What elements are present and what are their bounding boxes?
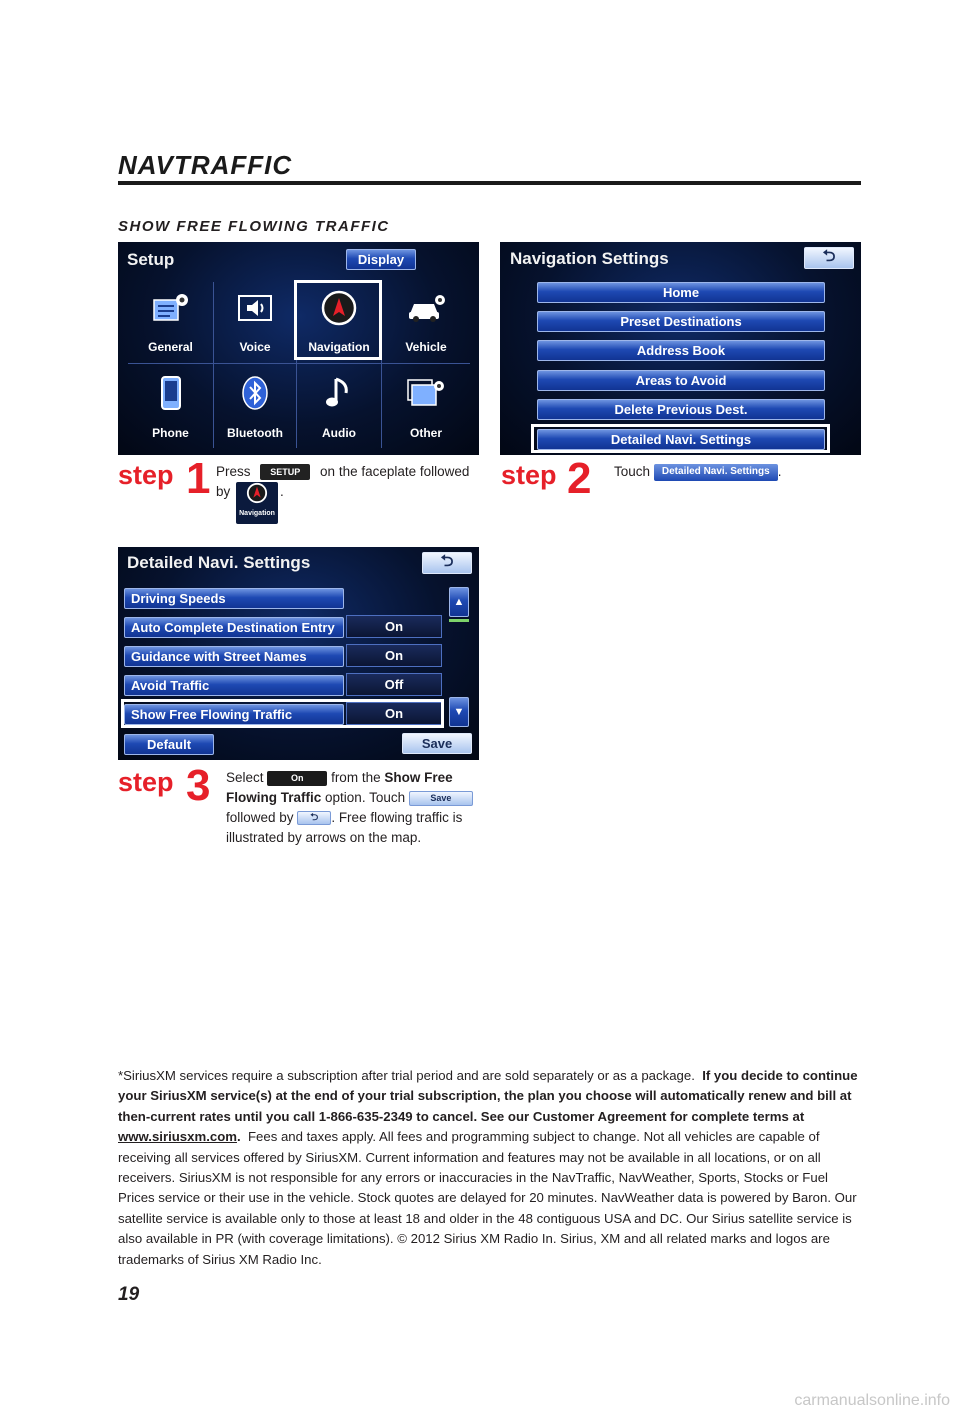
step-3-word: step (118, 767, 174, 797)
back-arrow-icon: ⮌ (822, 247, 836, 265)
guidance-street-names-row-label[interactable]: Guidance with Street Names (124, 646, 344, 667)
delete-previous-dest-button[interactable]: Delete Previous Dest. (537, 399, 825, 420)
setup-key-button: SETUP (260, 464, 310, 480)
back-arrow-icon: ⮌ (310, 812, 319, 824)
voice-tile[interactable] (214, 282, 296, 362)
step-2-touch: Touch (614, 464, 651, 479)
tile-label: Navigation (308, 340, 370, 354)
navigation-settings-screenshot (500, 242, 861, 455)
home-button[interactable]: Home (537, 282, 825, 303)
step-3-number: 3 (186, 761, 211, 810)
car-icon (406, 290, 446, 326)
footnote-intro: *SiriusXM services require a subscription after trial period and are sold separately or as a package. (118, 1068, 695, 1083)
setup-screenshot (118, 242, 479, 455)
show-free-flowing-traffic-row-label[interactable]: Show Free Flowing Traffic (124, 704, 344, 725)
save-button[interactable]: Save (402, 733, 472, 754)
phone-tile[interactable] (128, 365, 213, 448)
preset-destinations-button[interactable]: Preset Destinations (537, 311, 825, 332)
show-free-flowing-traffic-value[interactable]: On (346, 702, 442, 725)
music-note-icon (319, 375, 359, 411)
other-tile[interactable] (382, 365, 470, 448)
scroll-indicator (449, 619, 469, 622)
step-3-end: . Free flowing traffic is illustrated by arrows on the map. (226, 810, 463, 845)
step-1-end: . (280, 484, 284, 499)
step-2-text (614, 462, 860, 482)
detailed-navi-settings-inline-button: Detailed Navi. Settings (654, 464, 778, 481)
setup-screen-title: Setup (127, 250, 175, 269)
tile-label: Bluetooth (227, 426, 283, 440)
step-2-number: 2 (567, 454, 592, 503)
auto-complete-row-label[interactable]: Auto Complete Destination Entry (124, 617, 344, 638)
display-button[interactable]: Display (346, 249, 416, 270)
back-inline-button (297, 811, 331, 825)
legal-footnote (118, 1066, 862, 1270)
other-settings-icon (406, 375, 446, 411)
back-button[interactable] (804, 247, 854, 269)
tile-label: Audio (322, 426, 356, 440)
navigation-icon-button: Navigation (236, 482, 278, 524)
auto-complete-value[interactable]: On (346, 615, 442, 638)
siriusxm-link[interactable]: www.siriusxm.com (118, 1129, 237, 1145)
nav-settings-screen-title: Navigation Settings (510, 249, 669, 268)
back-button[interactable] (422, 552, 472, 574)
detailed-settings-screen-title: Detailed Navi. Settings (127, 553, 311, 572)
scroll-up-button[interactable] (449, 587, 469, 617)
step-3-option: Show Free Flowing Traffic (226, 770, 453, 805)
footnote-bold: If you decide to continue your SiriusXM service(s) at the end of your trial subscription, the plan you choose will automatically renew and bill at then-current rates until you call 1-866-635-2349 to cancel. See our Customer Agreement for complete terms at (118, 1068, 858, 1124)
title-rule (118, 181, 861, 185)
step-2-end: . (777, 464, 782, 479)
scroll-down-icon: ▼ (453, 706, 465, 718)
address-book-button[interactable]: Address Book (537, 340, 825, 361)
tile-label: Voice (239, 340, 271, 354)
step-1-word: step (118, 460, 174, 490)
vehicle-tile[interactable] (382, 282, 470, 362)
step-1-number: 1 (186, 454, 211, 503)
selection-highlight (294, 280, 382, 360)
detailed-navi-settings-screenshot (118, 547, 479, 760)
footnote-rest: Fees and taxes apply. All fees and programming subject to change. Not all vehicles are capable of receiving all services offered by SiriusXM. Current information and features may not be available in all locations, or on all receivers. SiriusXM is not responsible for any errors or inaccuracies in the NavTraffic, NavWeather, Sports, Stocks or Fuel Prices service or their use in the vehicle. Stock quotes are delayed for 20 minutes. NavWeather data is powered by Baron. Our satellite service is available only to those at least 18 and older in the 48 contiguous USA and DC. Our Sirius satellite service is also available in PR (with coverage limitations). © 2012 Sirius XM Radio In. Sirius, XM and all related marks and logos are trademarks of Sirius XM Radio Inc. (118, 1129, 857, 1267)
footnote-bold-end: . (236, 1129, 241, 1145)
step-3-text (226, 768, 478, 848)
scroll-down-button[interactable] (449, 697, 469, 727)
back-arrow-icon: ⮌ (440, 552, 454, 570)
on-inline-button: On (267, 771, 327, 786)
selection-highlight (121, 699, 444, 728)
compass-icon (245, 482, 269, 504)
watermark: carmanualsonline.info (794, 1392, 950, 1409)
step-1-after: on the faceplate followed (320, 464, 470, 479)
general-settings-icon (151, 290, 191, 326)
step-1-text (216, 462, 478, 524)
step-3-from: from the (331, 770, 381, 785)
step-2-word: step (501, 460, 557, 490)
step-1-by: by (216, 484, 231, 499)
bluetooth-icon (235, 375, 275, 411)
tile-label: Vehicle (405, 340, 447, 354)
phone-icon (151, 375, 191, 411)
page-title: NAVTRAFFIC (118, 150, 293, 180)
general-tile[interactable] (128, 282, 213, 362)
guidance-street-names-value[interactable]: On (346, 644, 442, 667)
detailed-navi-settings-button[interactable]: Detailed Navi. Settings (537, 429, 825, 450)
audio-tile[interactable] (297, 365, 381, 448)
tile-label: General (148, 340, 193, 354)
areas-to-avoid-button[interactable]: Areas to Avoid (537, 370, 825, 391)
step-3-followed: followed by (226, 810, 294, 825)
save-inline-button: Save (409, 791, 473, 806)
section-title: SHOW FREE FLOWING TRAFFIC (118, 218, 390, 235)
tile-divider (128, 363, 470, 364)
scroll-up-icon: ▲ (453, 596, 465, 608)
default-button[interactable]: Default (124, 734, 214, 755)
driving-speeds-button[interactable]: Driving Speeds (124, 588, 344, 609)
avoid-traffic-row-label[interactable]: Avoid Traffic (124, 675, 344, 696)
bluetooth-tile[interactable] (214, 365, 296, 448)
tile-label: Other (409, 426, 442, 440)
speaker-icon (235, 290, 275, 326)
step-1-press: Press (216, 464, 251, 479)
step-3-select: Select (226, 770, 264, 785)
avoid-traffic-value[interactable]: Off (346, 673, 442, 696)
tile-label: Phone (152, 426, 189, 440)
selection-highlight (531, 424, 830, 453)
page-number: 19 (118, 1284, 140, 1305)
step-3-option-tail: option. Touch (325, 790, 406, 805)
